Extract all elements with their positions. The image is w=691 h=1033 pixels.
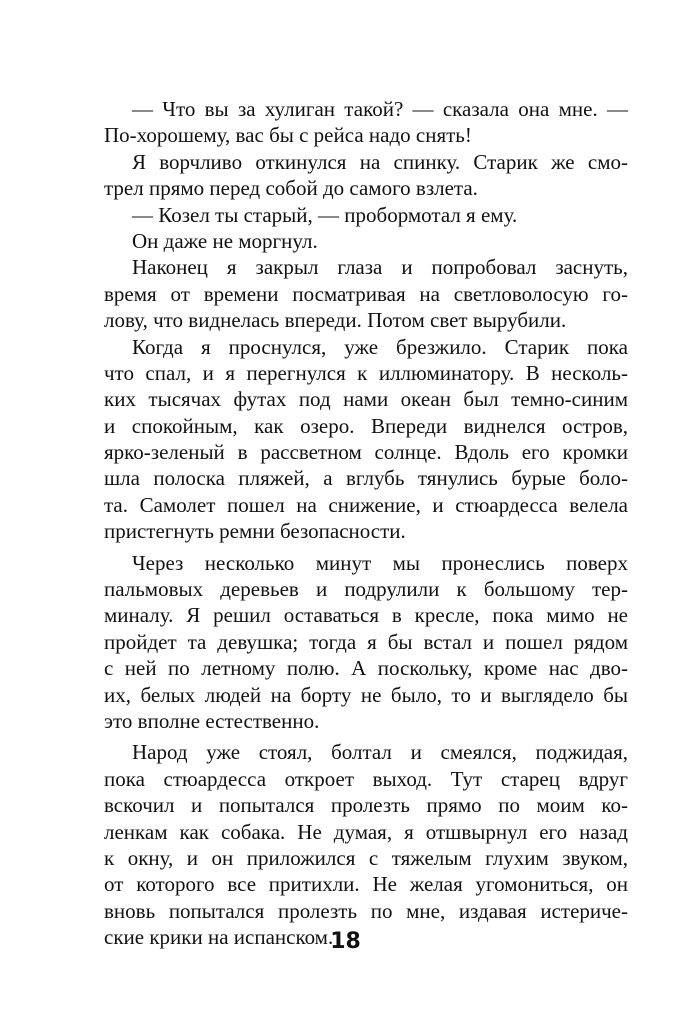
text-line: Я ворчливо откинулся на спинку. Старик же смо- — [132, 149, 628, 174]
text-line: Через несколько минут мы пронеслись поверх — [132, 550, 628, 575]
text-line: пройдет та девушка; тогда я бы встал и пошел рядом — [104, 629, 628, 654]
text-line: миналу. Я решил оставаться в кресле, пока мимо не — [104, 603, 628, 628]
text-line: пальмовых деревьев и подрулили к большому тер- — [104, 577, 628, 602]
text-line: ские крики на испанском. — [104, 925, 334, 950]
text-line: Когда я проснулся, уже брезжило. Старик пока — [132, 334, 628, 359]
text-line: от которого все притихли. Не желая угомониться, он — [104, 872, 628, 897]
text-line: и спокойным, как озеро. Впереди виднелся остров, — [104, 413, 628, 438]
text-line: Наконец я закрыл глаза и попробовал заснуть, — [132, 255, 628, 280]
page-number: 18 — [330, 929, 361, 954]
text-line: ленкам как собака. Не думая, я отшвырнул его назад — [104, 819, 628, 844]
text-line: — Козел ты старый, — пробормотал я ему. — [132, 202, 518, 227]
text-line: Он даже не моргнул. — [132, 228, 318, 253]
text-line: — Что вы за хулиган такой? — сказала она мне. — — [132, 97, 628, 121]
text-line: ярко-зеленый в рассветном солнце. Вдоль его кромки — [104, 440, 628, 465]
text-line: это вполне естественно. — [104, 708, 320, 733]
text-line: время от времени посматривая на светловолосую го- — [104, 281, 628, 306]
text-line: шла полоска пляжей, а вглубь тянулись бурые боло- — [104, 466, 628, 491]
text-line: что спал, и я перегнулся к иллюминатору. В несколь- — [104, 360, 628, 385]
text-line: Народ уже стоял, болтал и смеялся, поджидая, — [132, 740, 628, 765]
page-text — [104, 96, 628, 951]
text-line: к окну, и он приложился с тяжелым глухим звуком, — [104, 845, 628, 870]
text-line: По-хорошему, вас бы с рейса надо снять! — [104, 123, 472, 148]
text-line: лову, что виднелась впереди. Потом свет вырубили. — [104, 308, 567, 333]
text-line: пристегнуть ремни безопасности. — [104, 519, 406, 544]
text-line: вскочил и попытался пролезть прямо по моим ко- — [104, 793, 628, 818]
text-line: ких тысячах футах под нами океан был темно-синим — [104, 387, 628, 412]
text-line: трел прямо перед собой до самого взлета. — [104, 176, 478, 201]
text-line: их, белых людей на борту не было, то и выглядело бы — [104, 682, 628, 707]
text-line: с ней по летному полю. А поскольку, кроме нас дво- — [104, 656, 628, 681]
text-line: вновь попытался пролезть по мне, издавая истериче- — [104, 898, 628, 923]
text-line: пока стюардесса откроет выход. Тут старец вдруг — [104, 766, 628, 791]
text-line: та. Самолет пошел на снижение, и стюардесса велела — [104, 492, 628, 517]
